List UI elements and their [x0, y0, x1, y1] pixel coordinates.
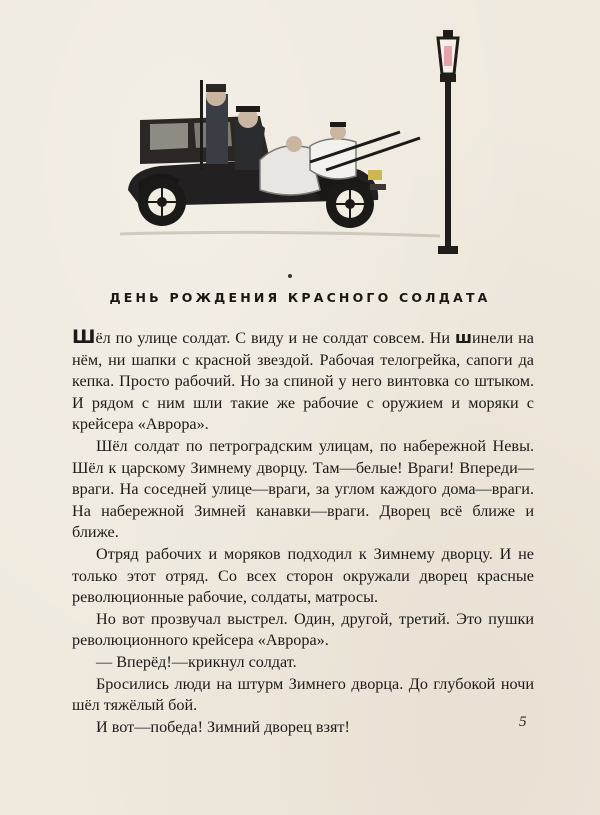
paragraph-5: — Вперёд!—крикнул солдат. — [96, 652, 297, 671]
paragraph-2: Шёл солдат по петроградским улицам, по набережной Невы. Шёл к царскому Зимнему дворцу. Там—белые! Враги! Впереди—враги. На соседней улице—враги, за углом каждого дома—враги. На набережной Зимней канавки—враги. Дворец всё ближе и ближе. — [72, 436, 534, 542]
paragraph-1 — [72, 327, 534, 436]
revolution-car-illustration-icon — [110, 20, 490, 260]
paragraph-1-text-2: инели на нём, ни шапки с красной звездой. Рабочая телогрейка, сапоги да кепка. Просто рабочий. Но за спиной у него винтовка со штыком. И рядом с ним шли такие же рабочие с оружием и моряки с крейсера «Аврора». — [72, 329, 534, 434]
page-title: ДЕНЬ РОЖДЕНИЯ КРАСНОГО СОЛДАТА — [109, 290, 491, 305]
paragraph-6: Бросились люди на штурм Зимнего дворца. До глубокой ночи шёл тяжёлый бой. — [72, 674, 534, 715]
dropcap: Ш — [72, 326, 96, 348]
decorative-dot — [288, 274, 292, 278]
paragraph-7: И вот—победа! Зимний дворец взят! — [96, 717, 350, 736]
paragraph-3: Отряд рабочих и моряков подходил к Зимнему дворцу. И не только этот отряд. Со всех сторон окружали дворец красные революционные рабочие, солдаты, матросы. — [72, 544, 534, 607]
paragraph-4: Но вот прозвучал выстрел. Один, другой, третий. Это пушки революционного крейсера «Аврора». — [72, 609, 534, 650]
paragraph-1-text: ёл по улице солдат. С виду и не солдат совсем. Ни — [95, 329, 455, 347]
paragraph-1-bold: ш — [454, 328, 472, 347]
page-number: 5 — [519, 714, 527, 730]
story-text — [72, 327, 534, 738]
